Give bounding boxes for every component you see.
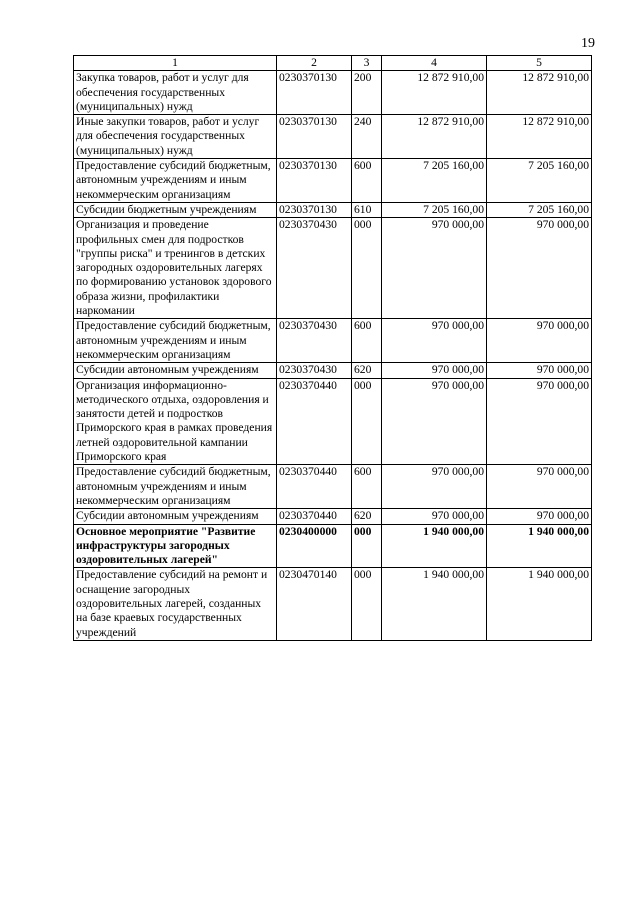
row-value-col5: 970 000,00 xyxy=(487,218,592,319)
row-name: Субсидии автономным учреждениям xyxy=(74,363,277,378)
row-value-col5: 1 940 000,00 xyxy=(487,568,592,640)
row-value-col4: 1 940 000,00 xyxy=(382,568,487,640)
row-code: 0230370440 xyxy=(277,465,352,509)
table-row xyxy=(74,202,592,217)
row-name: Субсидии автономным учреждениям xyxy=(74,509,277,524)
row-value-col5: 7 205 160,00 xyxy=(487,202,592,217)
row-value-col5: 970 000,00 xyxy=(487,465,592,509)
row-value-col4: 12 872 910,00 xyxy=(382,71,487,115)
row-value-col5: 1 940 000,00 xyxy=(487,524,592,568)
page-number: 19 xyxy=(581,36,595,51)
row-code: 0230470140 xyxy=(277,568,352,640)
header-row xyxy=(74,56,592,71)
row-value-col5: 970 000,00 xyxy=(487,319,592,363)
row-value-col5: 12 872 910,00 xyxy=(487,115,592,159)
row-value-col4: 970 000,00 xyxy=(382,218,487,319)
row-code: 0230400000 xyxy=(277,524,352,568)
row-type: 000 xyxy=(352,568,382,640)
row-value-col4: 970 000,00 xyxy=(382,465,487,509)
table-row xyxy=(74,71,592,115)
header-col-4: 4 xyxy=(382,56,487,71)
budget-table xyxy=(73,55,592,641)
header-col-1: 1 xyxy=(74,56,277,71)
row-type: 240 xyxy=(352,115,382,159)
table-row xyxy=(74,115,592,159)
row-name: Организация и проведение профильных смен для подростков "группы риска" и тренингов в детских загородных оздоровительных лагерях по формированию установок здорового образа жизни, профилактики наркомании xyxy=(74,218,277,319)
row-value-col5: 970 000,00 xyxy=(487,378,592,465)
row-name: Предоставление субсидий бюджетным, автономным учреждениям и иным некоммерческим организациям xyxy=(74,465,277,509)
row-code: 0230370440 xyxy=(277,378,352,465)
row-code: 0230370440 xyxy=(277,509,352,524)
row-type: 600 xyxy=(352,159,382,203)
row-value-col4: 7 205 160,00 xyxy=(382,202,487,217)
row-type: 000 xyxy=(352,378,382,465)
row-value-col4: 970 000,00 xyxy=(382,363,487,378)
table-row xyxy=(74,465,592,509)
header-col-5: 5 xyxy=(487,56,592,71)
table-row xyxy=(74,363,592,378)
row-type: 000 xyxy=(352,524,382,568)
row-value-col4: 970 000,00 xyxy=(382,509,487,524)
table-row xyxy=(74,159,592,203)
row-value-col4: 970 000,00 xyxy=(382,319,487,363)
row-type: 000 xyxy=(352,218,382,319)
row-value-col5: 970 000,00 xyxy=(487,509,592,524)
header-col-3: 3 xyxy=(352,56,382,71)
row-code: 0230370430 xyxy=(277,319,352,363)
row-name: Организация информационно-методического отдыха, оздоровления и занятости детей и подростков Приморского края в рамках проведения летней оздоровительной кампании Приморского края xyxy=(74,378,277,465)
table-row xyxy=(74,509,592,524)
row-name: Субсидии бюджетным учреждениям xyxy=(74,202,277,217)
table-row xyxy=(74,319,592,363)
row-code: 0230370130 xyxy=(277,202,352,217)
row-value-col4: 12 872 910,00 xyxy=(382,115,487,159)
row-name: Предоставление субсидий бюджетным, автономным учреждениям и иным некоммерческим организациям xyxy=(74,319,277,363)
row-name: Предоставление субсидий на ремонт и оснащение загородных оздоровительных лагерей, созданных на базе краевых государственных учреждений xyxy=(74,568,277,640)
row-type: 600 xyxy=(352,465,382,509)
row-value-col5: 970 000,00 xyxy=(487,363,592,378)
row-value-col4: 7 205 160,00 xyxy=(382,159,487,203)
row-code: 0230370430 xyxy=(277,218,352,319)
row-code: 0230370130 xyxy=(277,159,352,203)
row-type: 200 xyxy=(352,71,382,115)
table-row-bold xyxy=(74,524,592,568)
row-name: Закупка товаров, работ и услуг для обеспечения государственных (муниципальных) нужд xyxy=(74,71,277,115)
table-row xyxy=(74,218,592,319)
row-value-col4: 970 000,00 xyxy=(382,378,487,465)
row-type: 600 xyxy=(352,319,382,363)
table-row xyxy=(74,568,592,640)
row-code: 0230370130 xyxy=(277,115,352,159)
row-code: 0230370130 xyxy=(277,71,352,115)
row-value-col5: 7 205 160,00 xyxy=(487,159,592,203)
row-value-col4: 1 940 000,00 xyxy=(382,524,487,568)
row-value-col5: 12 872 910,00 xyxy=(487,71,592,115)
header-col-2: 2 xyxy=(277,56,352,71)
row-type: 620 xyxy=(352,363,382,378)
row-code: 0230370430 xyxy=(277,363,352,378)
row-name: Иные закупки товаров, работ и услуг для обеспечения государственных (муниципальных) нужд xyxy=(74,115,277,159)
table-row xyxy=(74,378,592,465)
row-name: Предоставление субсидий бюджетным, автономным учреждениям и иным некоммерческим организациям xyxy=(74,159,277,203)
row-type: 620 xyxy=(352,509,382,524)
row-type: 610 xyxy=(352,202,382,217)
row-name: Основное мероприятие "Развитие инфраструктуры загородных оздоровительных лагерей" xyxy=(74,524,277,568)
